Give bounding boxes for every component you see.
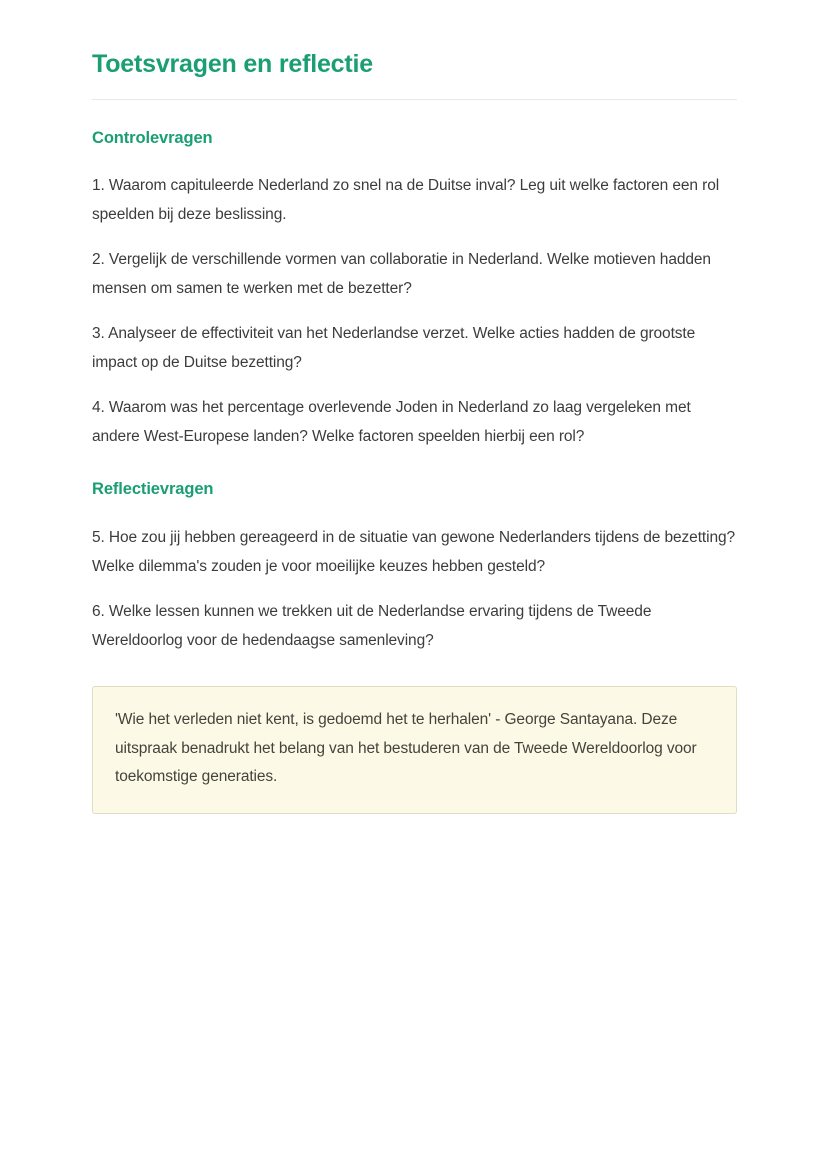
question-5: 5. Hoe zou jij hebben gereageerd in de situatie van gewone Nederlanders tijdens de bezetting? Welke dilemma's zouden je voor moeilijke keuzes hebben gesteld? — [92, 529, 736, 575]
section-heading-controlevragen: Controlevragen — [92, 128, 213, 147]
page-title: Toetsvragen en reflectie — [92, 50, 373, 78]
question-3: 3. Analyseer de effectiviteit van het Nederlandse verzet. Welke acties hadden de grootste impact op de Duitse bezetting? — [92, 325, 696, 371]
question-4: 4. Waarom was het percentage overlevende Joden in Nederland zo laag vergeleken met andere West-Europese landen? Welke factoren speelden hierbij een rol? — [92, 399, 691, 445]
quote-text: 'Wie het verleden niet kent, is gedoemd het te herhalen' - George Santayana. Deze uitspraak benadrukt het belang van het bestuderen van de Tweede Wereldoorlog voor toekomstige generaties. — [115, 711, 697, 785]
title-divider — [92, 99, 737, 100]
question-2: 2. Vergelijk de verschillende vormen van collaboratie in Nederland. Welke motieven hadden mensen om samen te werken met de bezetter? — [92, 251, 711, 297]
question-6: 6. Welke lessen kunnen we trekken uit de Nederlandse ervaring tijdens de Tweede Wereldoorlog voor de hedendaagse samenleving? — [92, 603, 652, 649]
question-1: 1. Waarom capituleerde Nederland zo snel na de Duitse inval? Leg uit welke factoren een rol speelden bij deze beslissing. — [92, 177, 720, 223]
section-heading-reflectievragen: Reflectievragen — [92, 480, 214, 499]
quote-box — [92, 686, 737, 814]
